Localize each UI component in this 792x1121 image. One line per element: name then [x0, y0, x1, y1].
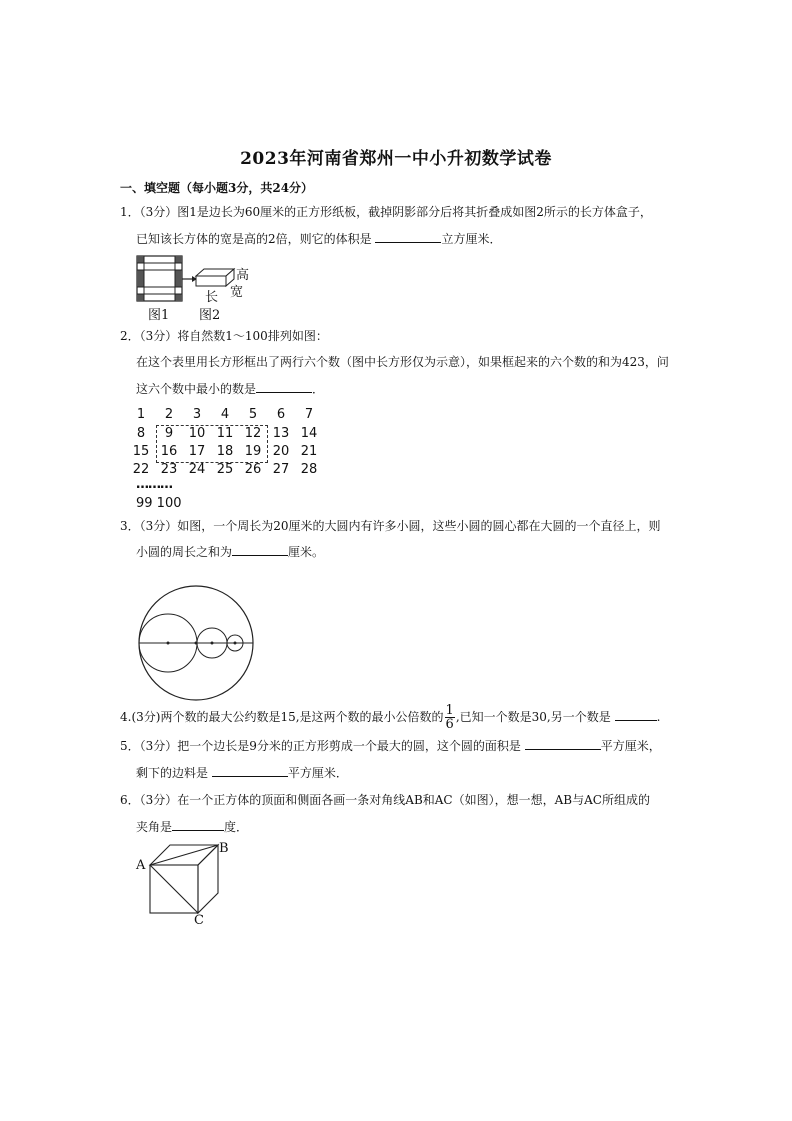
- q3-text-2a: 小圆的周长之和为: [136, 545, 233, 559]
- q4-text-end: .: [656, 710, 661, 724]
- fig1-shade: [137, 294, 144, 301]
- q1-text-2b: 立方厘米．: [441, 232, 502, 246]
- section-heading: 一、填空题（每小题3分，共24分）: [120, 181, 314, 195]
- center-dot: [211, 642, 214, 645]
- fig1-caption: 图1: [148, 308, 170, 323]
- q1-answer-blank[interactable]: [375, 231, 441, 243]
- q4-answer-blank[interactable]: [615, 709, 657, 721]
- q6-text-2a: 夹角是: [136, 820, 173, 834]
- q3-score: （3分）: [139, 519, 178, 533]
- grid-cell: 13: [272, 426, 290, 441]
- point-b-label: B: [219, 841, 229, 856]
- fig1-shade: [175, 256, 182, 263]
- q2-text-1: 将自然数1～100排列如图：: [177, 329, 328, 343]
- fig1-shade: [175, 270, 182, 287]
- q4-fraction: [445, 704, 455, 731]
- grid-cell: 1: [136, 407, 146, 422]
- q1-line2: [136, 231, 501, 247]
- grid-cell: 16: [160, 444, 178, 459]
- grid-cell: 25: [216, 462, 234, 477]
- grid-cell: 7: [304, 407, 314, 422]
- q3-line2: [136, 544, 324, 560]
- grid-cell: 11: [216, 426, 234, 441]
- q2-line2: 在这个表里用长方形框出了两行六个数（图中长方形仅为示意），如果框起来的六个数的和为423，问: [136, 355, 669, 369]
- grid-cell: 26: [244, 462, 262, 477]
- grid-last-row: 99 100: [136, 496, 182, 511]
- q5-answer-blank-2[interactable]: [212, 765, 288, 777]
- grid-cell: 2: [164, 407, 174, 422]
- q4-text-suffix: ,已知一个数是30,另一个数是: [455, 710, 611, 724]
- center-dot: [234, 642, 237, 645]
- q3-text-2b: 厘米。: [288, 545, 325, 559]
- point-c-label: C: [194, 913, 204, 928]
- q1-text-2a: 已知该长方体的宽是高的2倍，则它的体积是: [136, 232, 372, 246]
- q2-answer-blank[interactable]: [256, 381, 312, 393]
- point-a-label: A: [136, 858, 146, 873]
- grid-cell: 6: [276, 407, 286, 422]
- q5-text-1b: 平方厘米，: [600, 739, 661, 753]
- fig2-label-chang: 长: [205, 290, 219, 305]
- grid-cell: 23: [160, 462, 178, 477]
- fig2-label-kuan: 宽: [230, 285, 244, 300]
- fig2-caption: 图2: [199, 308, 221, 323]
- grid-cell: 21: [300, 444, 318, 459]
- grid-cell: 27: [272, 462, 290, 477]
- q3-number: 3．: [120, 519, 140, 533]
- q5-text-2b: 平方厘米．: [287, 766, 348, 780]
- center-dot: [167, 642, 170, 645]
- q2-score: （3分）: [139, 329, 178, 343]
- q1-score: （3分）: [139, 205, 178, 219]
- grid-cell: 17: [188, 444, 206, 459]
- q3-line1: [120, 518, 661, 534]
- cube-side-face: [198, 845, 218, 913]
- grid-cell: 19: [244, 444, 262, 459]
- grid-cell: 4: [220, 407, 230, 422]
- grid-cell: 18: [216, 444, 234, 459]
- fig2-box-front: [196, 276, 226, 286]
- q6-line1: [120, 792, 650, 808]
- center-dot: [195, 642, 198, 645]
- q6-line2: [136, 819, 248, 835]
- q5-answer-blank-1[interactable]: [525, 738, 601, 750]
- q1-line1: [120, 204, 652, 220]
- grid-cell: 8: [136, 426, 146, 441]
- diagonal-ac: [150, 865, 198, 913]
- grid-cell: 24: [188, 462, 206, 477]
- grid-cell: 15: [132, 444, 150, 459]
- q5-score: （3分）: [139, 739, 178, 753]
- q2-number-grid: [132, 407, 336, 517]
- q5-line1: [120, 738, 661, 754]
- q3-circles-figure: [130, 578, 260, 708]
- grid-cell: 20: [272, 444, 290, 459]
- grid-cell: 3: [192, 407, 202, 422]
- q6-text-2b: 度．: [224, 820, 249, 834]
- q6-number: 6．: [120, 793, 140, 807]
- grid-ellipsis: ………: [136, 477, 172, 492]
- grid-cell: 12: [244, 426, 262, 441]
- q3-text-1: 如图，一个周长为20厘米的大圆内有许多小圆，这些小圆的圆心都在大圆的一个直径上，则: [177, 519, 661, 533]
- selection-rectangle: [156, 425, 268, 463]
- page-title: 2023年河南省郑州一中小升初数学试卷: [240, 149, 552, 169]
- q2-text-3b: ．: [312, 382, 325, 396]
- q2-number: 2．: [120, 329, 140, 343]
- q2-line3: [136, 381, 324, 397]
- q1-text-1: 图1是边长为60厘米的正方形纸板，截掉阴影部分后将其折叠成如图2所示的长方体盒子，: [177, 205, 652, 219]
- fig2-label-gao: 高: [236, 268, 250, 283]
- fig1-shade: [137, 256, 144, 263]
- q3-answer-blank[interactable]: [232, 544, 288, 556]
- q6-answer-blank[interactable]: [172, 819, 224, 831]
- fig1-shade: [137, 270, 144, 287]
- q4-text-prefix: 4.(3分)两个数的最大公约数是15,是这两个数的最小公倍数的: [120, 710, 444, 724]
- q6-text-1: 在一个正方体的顶面和侧面各画一条对角线AB和AC（如图），想一想，AB与AC所组成的: [177, 793, 650, 807]
- q1-number: 1．: [120, 205, 140, 219]
- grid-cell: 5: [248, 407, 258, 422]
- q5-number: 5．: [120, 739, 140, 753]
- grid-cell: 22: [132, 462, 150, 477]
- q6-score: （3分）: [139, 793, 178, 807]
- fig1-shade: [175, 294, 182, 301]
- grid-cell: 9: [164, 426, 174, 441]
- grid-cell: 10: [188, 426, 206, 441]
- q2-line1: [120, 328, 328, 344]
- grid-cell: 14: [300, 426, 318, 441]
- q4-line: [120, 702, 660, 732]
- fraction-denominator: 6: [445, 717, 454, 732]
- q2-text-3a: 这六个数中最小的数是: [136, 382, 257, 396]
- q5-line2: [136, 765, 348, 781]
- grid-cell: 28: [300, 462, 318, 477]
- q5-text-2a: 剩下的边料是: [136, 766, 209, 780]
- fraction-numerator: 1: [445, 703, 454, 718]
- q5-text-1a: 把一个边长是9分米的正方形剪成一个最大的圆，这个圆的面积是: [177, 739, 521, 753]
